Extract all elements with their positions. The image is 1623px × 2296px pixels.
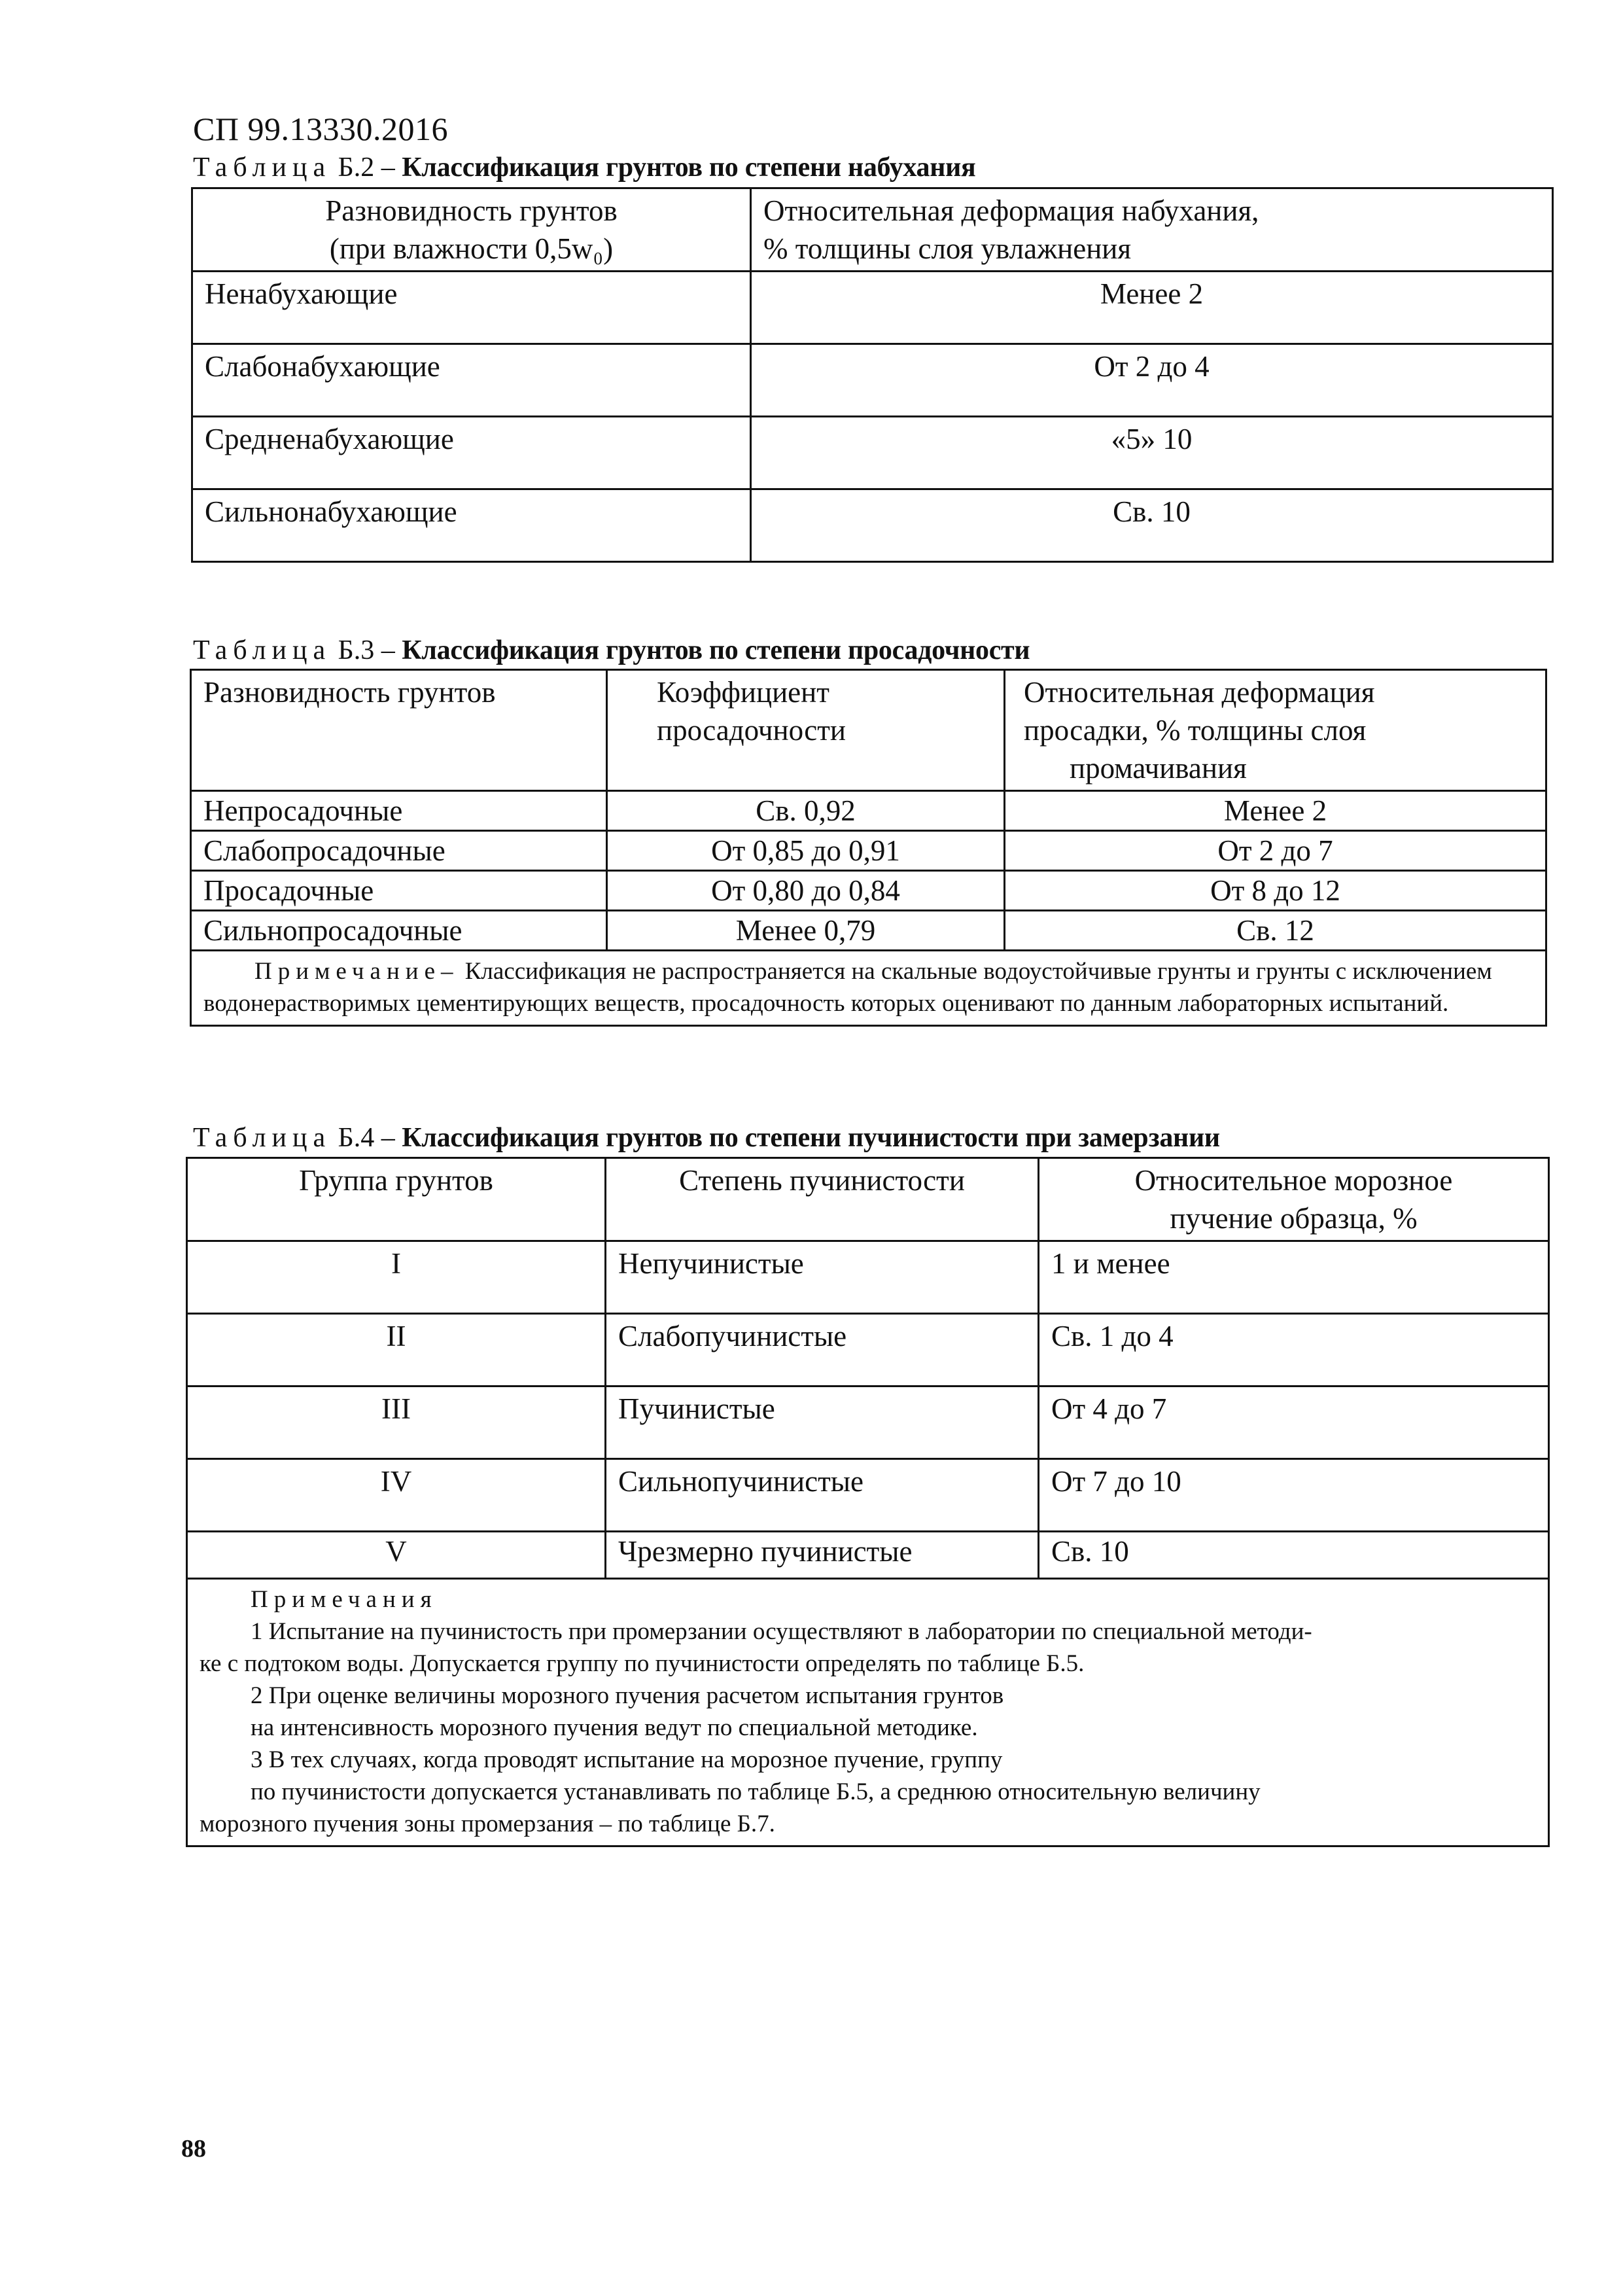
table-b4-header-row: [187, 1158, 1549, 1241]
table-b3-header-row: [191, 670, 1546, 791]
table-b4-cell-value: 1 и менее: [1039, 1241, 1549, 1314]
table-b3-cell-coefficient: От 0,85 до 0,91: [607, 831, 1005, 871]
table-b3-cell-deformation: Св. 12: [1005, 911, 1546, 951]
table-b2-cell-value: Менее 2: [751, 272, 1553, 344]
table-b3-note-label: Примечание–: [254, 958, 459, 985]
table-row: [187, 1532, 1549, 1579]
table-b2: [191, 187, 1554, 563]
table-b4-note-line: морозного пучения зоны промерзания – по таблице Б.7.: [200, 1810, 775, 1837]
table-b4-cell-degree: Чрезмерно пучинистые: [606, 1532, 1039, 1579]
table-b2-cell-value: От 2 до 4: [751, 344, 1553, 417]
table-b4-note-line: 2 При оценке величины морозного пучения расчетом испытания грунтов: [251, 1682, 1004, 1709]
table-b2-caption-prefix: Таблица: [193, 152, 332, 183]
table-b4-caption-number: Б.4 –: [338, 1123, 395, 1153]
table-b3-cell-type: Просадочные: [191, 871, 607, 911]
table-b2-cell-value: «5» 10: [751, 417, 1553, 489]
table-b3-note: [191, 951, 1546, 1026]
table-b4-cell-degree: Слабопучинистые: [606, 1314, 1039, 1386]
table-b3-cell-coefficient: От 0,80 до 0,84: [607, 871, 1005, 911]
table-b3-cell-deformation: От 8 до 12: [1005, 871, 1546, 911]
table-b4-notes: [187, 1579, 1549, 1846]
table-row: [192, 417, 1553, 489]
table-row: [191, 791, 1546, 831]
table-b3-caption-number: Б.3 –: [338, 635, 395, 665]
table-b4-cell-value: От 7 до 10: [1039, 1459, 1549, 1532]
table-b2-cell-type: Сильнонабухающие: [192, 489, 751, 562]
table-row: [191, 911, 1546, 951]
table-b2-cell-type: Слабонабухающие: [192, 344, 751, 417]
table-b4-cell-degree: Пучинистые: [606, 1386, 1039, 1459]
table-b3-note-text: Классификация не распространяется на скальные водоустойчивые грунты и грунты с исключением водонерастворимых цементирующих веществ, просадочность которых оценивают по данным лабораторных испытаний.: [203, 958, 1492, 1017]
table-row: [187, 1314, 1549, 1386]
table-b2-caption-number: Б.2 –: [338, 152, 395, 183]
table-b4-caption-prefix: Таблица: [193, 1123, 332, 1153]
table-b4-note-line: 3 В тех случаях, когда проводят испытание на морозное пучение, группу: [251, 1746, 1003, 1773]
table-b4-cell-group: I: [187, 1241, 606, 1314]
table-b3-cell-coefficient: Св. 0,92: [607, 791, 1005, 831]
table-row: [192, 344, 1553, 417]
table-b3-header-type: Разновидность грунтов: [191, 670, 607, 791]
table-b3-note-row: [191, 951, 1546, 1026]
table-b4-header-group: Группа грунтов: [187, 1158, 606, 1241]
table-row: [187, 1386, 1549, 1459]
table-b4-cell-group: V: [187, 1532, 606, 1579]
table-b4-note-line: на интенсивность морозного пучения ведут по специальной методике.: [251, 1714, 978, 1741]
table-b3-cell-type: Сильнопросадочные: [191, 911, 607, 951]
table-b3-header-deformation: Относительная деформация просадки, % толщины слоя промачивания: [1005, 670, 1546, 791]
table-b4-cell-degree: Сильнопучинистые: [606, 1459, 1039, 1532]
table-b4-caption: [193, 1122, 1220, 1154]
table-b4-cell-group: II: [187, 1314, 606, 1386]
table-b4-cell-value: Св. 10: [1039, 1532, 1549, 1579]
table-b4-note-line: ке с подтоком воды. Допускается группу по пучинистости определять по таблице Б.5.: [200, 1650, 1085, 1677]
table-b2-header-row: [192, 188, 1553, 272]
table-b3-caption-prefix: Таблица: [193, 635, 332, 665]
table-b4-cell-group: IV: [187, 1459, 606, 1532]
document-code: СП 99.13330.2016: [193, 111, 448, 147]
table-b4-cell-group: III: [187, 1386, 606, 1459]
table-b4-note-line: 1 Испытание на пучинистость при промерзании осуществляют в лаборатории по специальной методи-: [251, 1618, 1312, 1645]
table-b2-cell-type: Ненабухающие: [192, 272, 751, 344]
page-number: 88: [181, 2135, 206, 2163]
table-row: [191, 831, 1546, 871]
table-row: [192, 489, 1553, 562]
table-b4-cell-value: Св. 1 до 4: [1039, 1314, 1549, 1386]
table-b3-caption: [193, 635, 1030, 666]
table-b3-cell-deformation: От 2 до 7: [1005, 831, 1546, 871]
table-b4-cell-degree: Непучинистые: [606, 1241, 1039, 1314]
table-b4: [186, 1157, 1550, 1847]
table-b4-header-degree: Степень пучинистости: [606, 1158, 1039, 1241]
table-b4-note-line: по пучинистости допускается устанавливать по таблице Б.5, а среднюю относительную величину: [251, 1778, 1261, 1805]
table-b3-header-coefficient: Коэффициент просадочности: [607, 670, 1005, 791]
table-b3-cell-type: Непросадочные: [191, 791, 607, 831]
table-b2-cell-value: Св. 10: [751, 489, 1553, 562]
table-row: [192, 272, 1553, 344]
table-b2-header-type: Разновидность грунтов (при влажности 0,5w₀): [192, 188, 751, 272]
table-b4-notes-row: [187, 1579, 1549, 1846]
table-row: [187, 1241, 1549, 1314]
table-b4-notes-label: Примечания: [251, 1586, 438, 1613]
table-b2-header-deformation: Относительная деформация набухания, % толщины слоя увлажнения: [751, 188, 1553, 272]
table-b3: [190, 669, 1547, 1027]
table-b2-cell-type: Средненабухающие: [192, 417, 751, 489]
table-b4-caption-title: Классификация грунтов по степени пучинистости при замерзании: [402, 1123, 1220, 1153]
table-b2-caption-title: Классификация грунтов по степени набухания: [402, 152, 976, 183]
table-b3-caption-title: Классификация грунтов по степени просадочности: [402, 635, 1030, 665]
table-row: [187, 1459, 1549, 1532]
table-b4-cell-value: От 4 до 7: [1039, 1386, 1549, 1459]
table-b3-cell-coefficient: Менее 0,79: [607, 911, 1005, 951]
table-b3-cell-deformation: Менее 2: [1005, 791, 1546, 831]
table-b4-header-value: Относительное морозное пучение образца, %: [1039, 1158, 1549, 1241]
table-b3-cell-type: Слабопросадочные: [191, 831, 607, 871]
table-b2-caption: [193, 152, 975, 183]
table-row: [191, 871, 1546, 911]
